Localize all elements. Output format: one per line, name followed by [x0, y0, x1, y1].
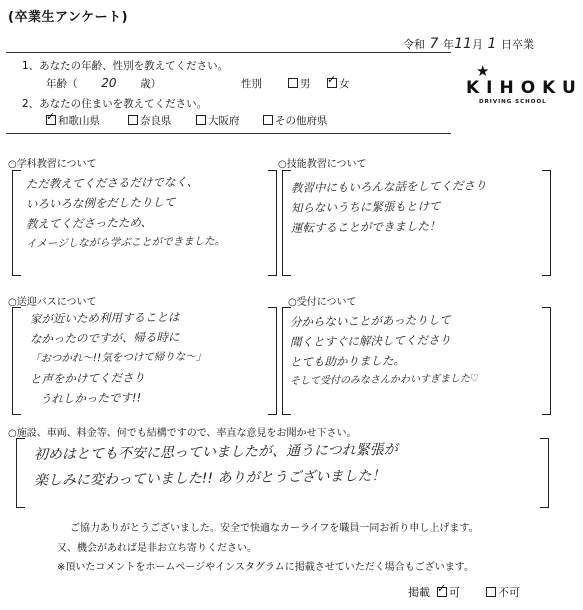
other-checkbox[interactable]	[263, 115, 273, 125]
publish-option-deny[interactable]: 不可	[486, 584, 520, 600]
q1-gender-label: 性別	[241, 78, 262, 90]
reception-answer[interactable]	[290, 312, 479, 392]
facilities-line: 初めはとても不安に思っていましたが、通うにつれ緊張が	[33, 441, 398, 463]
bus-line: 家が近いため利用することは	[29, 309, 180, 326]
technical-line: 運転することができました！	[290, 218, 441, 235]
publish-deny-checkbox[interactable]	[486, 587, 496, 597]
footer-invite: 又、機会があれば是非お立ち寄りください。	[57, 543, 257, 554]
technical-right-bracket	[542, 170, 551, 276]
bus-line: なかったのですが、帰る時に	[29, 329, 180, 346]
reception-right-bracket	[542, 307, 551, 415]
publish-allow-checkbox[interactable]	[437, 587, 447, 597]
technical-heading: ○技能教習について	[278, 159, 367, 170]
bus-heading: ○送迎バスについて	[8, 297, 97, 308]
technical-answer[interactable]	[291, 178, 487, 238]
q2-option-nara[interactable]: 奈良県	[128, 113, 172, 128]
q2-label: 2、あなたの住まいを教えてください。	[22, 98, 208, 110]
q1-age-row	[46, 76, 161, 91]
date-era: 令和	[403, 38, 425, 51]
date-suffix: 日卒業	[501, 38, 534, 51]
survey-title: (卒業生アンケート)	[8, 10, 129, 25]
reception-line: 分からないことがあったりして	[289, 312, 451, 329]
academic-line: ただ教えてくださるだけでなく、	[25, 174, 199, 191]
footer-thanks: ご協力ありがとうございました。安全で快適なカーライフを職員一同お祈り申し上げます。	[70, 523, 479, 534]
facilities-heading: ○施設、車両、料金等、何でも結構ですので、率直な意見をお聞かせ下さい。	[8, 428, 357, 439]
academic-right-bracket	[268, 170, 277, 276]
osaka-checkbox[interactable]	[196, 115, 206, 125]
q1-age-label: 年齢（	[46, 78, 78, 90]
logo-name: KIHOKU	[466, 78, 583, 98]
academic-line: イメージしながら学ぶことができました。	[25, 235, 226, 250]
bus-answer[interactable]	[30, 309, 206, 409]
facilities-answer[interactable]	[34, 442, 398, 494]
date-year[interactable]: 7	[429, 36, 439, 52]
reception-line: とても助かりました。	[289, 353, 406, 369]
date-year-unit: 年	[443, 38, 454, 51]
reception-line: 聞くとすぐに解決してくださり	[289, 332, 452, 349]
reception-line: そして受付のみなさんかわいすぎました♡	[289, 373, 480, 387]
bus-left-bracket	[12, 307, 21, 415]
footer-notice: ※頂いたコメントをホームページやインスタグラムに掲載させていただく場合もございます。	[57, 562, 474, 573]
facilities-right-bracket	[540, 438, 549, 508]
facilities-left-bracket	[16, 438, 25, 508]
bus-right-bracket	[268, 307, 277, 415]
q1-option-male[interactable]: 男	[288, 76, 311, 91]
facilities-line: 楽しみに変わっていました!! ありがとうございました！	[33, 468, 386, 489]
male-checkbox[interactable]	[288, 78, 298, 88]
publish-label: 掲載	[408, 586, 430, 599]
q1-label: 1、あなたの年齢、性別を教えてください。	[22, 60, 229, 72]
academic-heading: ○学科教習について	[8, 159, 97, 170]
academic-line: 教えてくださったため、	[25, 215, 153, 231]
q2-option-wakayama[interactable]: ✓和歌山県	[46, 113, 100, 128]
bus-line: うれしかったです!!	[39, 390, 142, 406]
nara-checkbox[interactable]	[128, 115, 138, 125]
graduation-date	[403, 36, 534, 52]
reception-heading: ○受付について	[288, 297, 357, 308]
date-day[interactable]: 1	[487, 36, 497, 52]
q2-option-other[interactable]: その他府県	[263, 113, 328, 128]
publish-option-allow[interactable]: ✓ 可	[437, 584, 460, 600]
academic-left-bracket	[12, 170, 21, 276]
q1-age-unit: 歳）	[140, 78, 162, 90]
date-month[interactable]: 11	[454, 36, 472, 52]
wakayama-checkbox[interactable]	[46, 115, 56, 125]
logo-star-icon: ★	[476, 62, 490, 80]
academic-answer[interactable]	[26, 174, 225, 254]
bus-line: 「おつかれ〜!!気をつけて帰りな〜」	[29, 350, 207, 365]
bus-line: と声をかけてくださり	[29, 370, 146, 386]
female-checkbox[interactable]	[327, 78, 337, 88]
logo-subtitle: DRIVING SCHOOL	[479, 99, 547, 105]
technical-left-bracket	[282, 170, 291, 276]
q1-age-value[interactable]: 20	[101, 76, 117, 90]
q2-option-osaka[interactable]: 大阪府	[196, 113, 240, 128]
academic-line: いろいろな例をだしたりして	[25, 194, 176, 211]
technical-line: 知らないうちに緊張もとけて	[290, 198, 441, 215]
technical-line: 教習中にもいろんな話をしてくださり	[290, 178, 487, 195]
q1-option-female[interactable]: ✓ 女	[327, 76, 350, 91]
date-month-unit: 月	[472, 38, 483, 51]
